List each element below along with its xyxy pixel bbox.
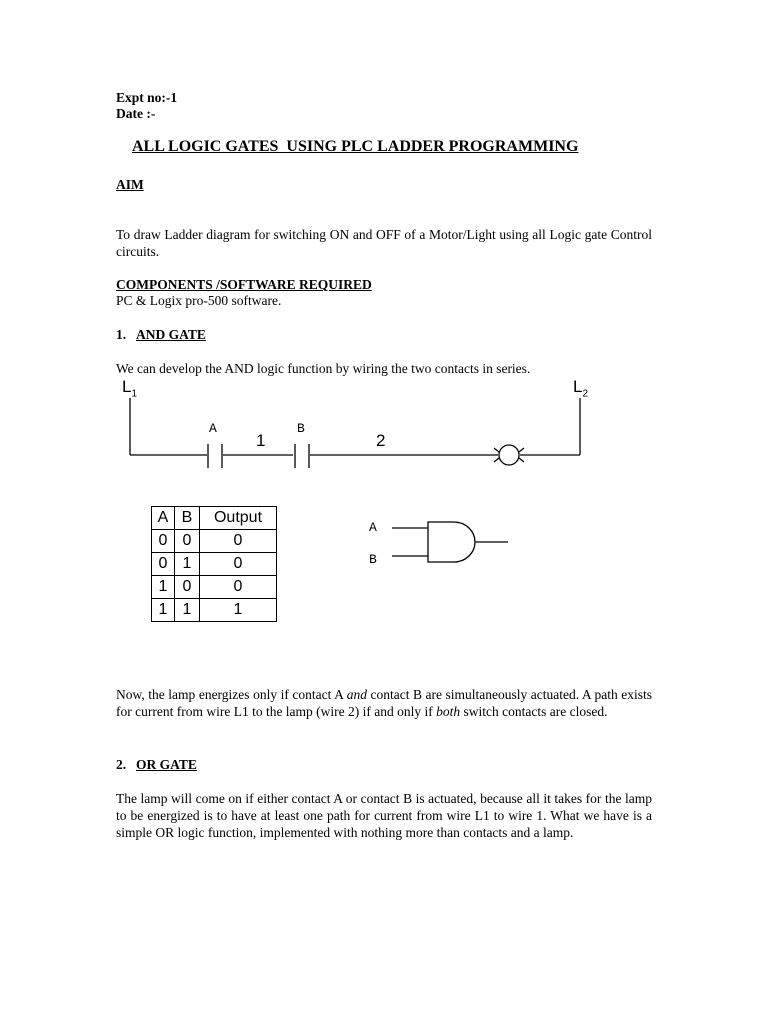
cell: 0 <box>152 530 175 553</box>
and-gate-explanation: Now, the lamp energizes only if contact A and contact B are simultaneously actuated. A path exists for current from wire L1 to the lamp (wire 2) if and only if both switch contacts are closed. <box>116 687 652 719</box>
and-truth-table <box>151 506 277 622</box>
table-row <box>152 530 277 553</box>
page-title: ALL LOGIC GATES USING PLC LADDER PROGRAMMING <box>132 138 579 155</box>
gate-input-b-label: B <box>369 552 377 567</box>
cell: 1 <box>152 576 175 599</box>
or-gate-heading: OR GATE <box>136 757 197 772</box>
cell: 1 <box>200 599 277 622</box>
header-a: A <box>152 507 175 530</box>
and-gate-symbol <box>390 515 515 575</box>
cell: 1 <box>175 599 200 622</box>
and-gate-number: 1. <box>116 327 127 342</box>
cell: 0 <box>200 530 277 553</box>
and-gate-intro: We can develop the AND logic function by wiring the two contacts in series. <box>116 361 531 376</box>
rail-left-label: $L_1$ <box>122 377 138 400</box>
cell: 0 <box>200 576 277 599</box>
contact-a-label: A <box>209 421 217 436</box>
cell: 0 <box>200 553 277 576</box>
aim-text: To draw Ladder diagram for switching ON and OFF of a Motor/Light using all Logic gate Control circuits. <box>116 227 652 259</box>
header-output: Output <box>200 507 277 530</box>
contact-b-label: B <box>297 421 305 436</box>
and-ladder-diagram <box>100 375 620 475</box>
components-text: PC & Logix pro-500 software. <box>116 293 282 308</box>
or-gate-number: 2. <box>116 757 127 772</box>
cell: 0 <box>175 576 200 599</box>
wire-1-label: 1 <box>256 431 266 450</box>
gate-input-a-label: A <box>369 520 377 535</box>
date-label: Date :- <box>116 106 156 121</box>
truth-table-header-row <box>152 507 277 530</box>
rail-right-label: $L_2$ <box>573 377 589 400</box>
or-gate-text: The lamp will come on if either contact A or contact B is actuated, because all it takes for the lamp to be energized is to have at least one path for current from wire L1 to wire 1. What we have is a simple OR logic function, implemented with nothing more than contacts and a lamp. <box>116 791 652 840</box>
lamp-symbol <box>499 445 519 465</box>
components-heading: COMPONENTS /SOFTWARE REQUIRED <box>116 277 372 292</box>
cell: 1 <box>152 599 175 622</box>
cell: 0 <box>152 553 175 576</box>
aim-heading: AIM <box>116 177 144 192</box>
wire-2-label: 2 <box>376 431 386 450</box>
table-row <box>152 599 277 622</box>
gate-body <box>428 522 475 562</box>
cell: 0 <box>175 530 200 553</box>
header-b: B <box>175 507 200 530</box>
cell: 1 <box>175 553 200 576</box>
table-row <box>152 576 277 599</box>
table-row <box>152 553 277 576</box>
and-gate-heading: AND GATE <box>136 327 206 342</box>
expt-number: Expt no:-1 <box>116 90 178 105</box>
